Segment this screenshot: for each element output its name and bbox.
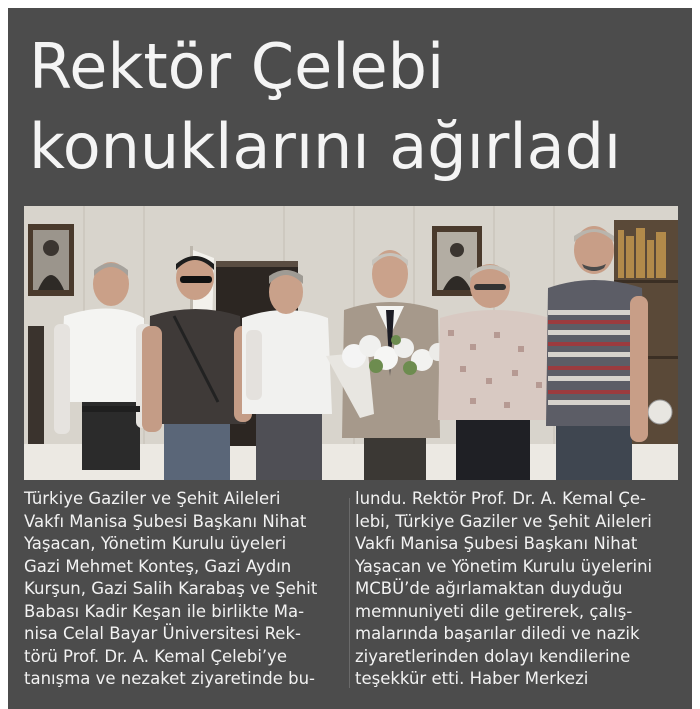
portrait-left (28, 224, 74, 296)
text-line: teşekkür etti. Haber Merkezi (355, 669, 589, 688)
text-line: Yaşacan ve Yönetim Kurulu üyelerini (355, 556, 653, 576)
text-line: lundu. Rektör Prof. Dr. A. Kemal Çe- (355, 489, 646, 508)
article-panel (8, 8, 692, 709)
headline (8, 8, 692, 204)
text-line: tanışma ve nezaket ziyaretinde bu- (24, 669, 315, 688)
text-line: Kurşun, Gazi Salih Karabaş ve Şehit (24, 579, 318, 598)
text-line: memnuniyeti dile getirerek, çalış- (355, 601, 633, 621)
headline-line-2: konuklarını ağırladı (29, 110, 622, 183)
text-line: ziyaretlerinden dolayı kendilerine (355, 646, 631, 666)
column-divider (349, 498, 350, 688)
article-body (8, 484, 692, 709)
text-line: Vakfı Manisa Şubesi Başkanı Nihat (24, 511, 307, 531)
article-column-left (24, 488, 344, 691)
headline-line-1: Rektör Çelebi (29, 30, 445, 103)
text-line: Babası Kadir Keşan ile birlikte Ma- (24, 601, 305, 621)
text-line: Yaşacan, Yönetim Kurulu üyeleri (24, 534, 287, 553)
text-line: Vakfı Manisa Şubesi Başkanı Nihat (355, 534, 638, 553)
text-line: Gazi Mehmet Konteş, Gazi Aydın (24, 556, 292, 576)
text-line: malarında başarılar diledi ve nazik (355, 624, 640, 643)
text-line: nisa Celal Bayar Üniversitesi Rek- (24, 624, 301, 643)
article-column-right (355, 488, 685, 691)
article-photo (24, 206, 678, 480)
text-line: Türkiye Gaziler ve Şehit Aileleri (24, 489, 281, 508)
text-line: lebi, Türkiye Gaziler ve Şehit Aileleri (355, 511, 652, 531)
text-line: MCBÜ’de ağırlamaktan duyduğu (355, 579, 623, 598)
text-line: törü Prof. Dr. A. Kemal Çelebi’ye (24, 646, 288, 666)
